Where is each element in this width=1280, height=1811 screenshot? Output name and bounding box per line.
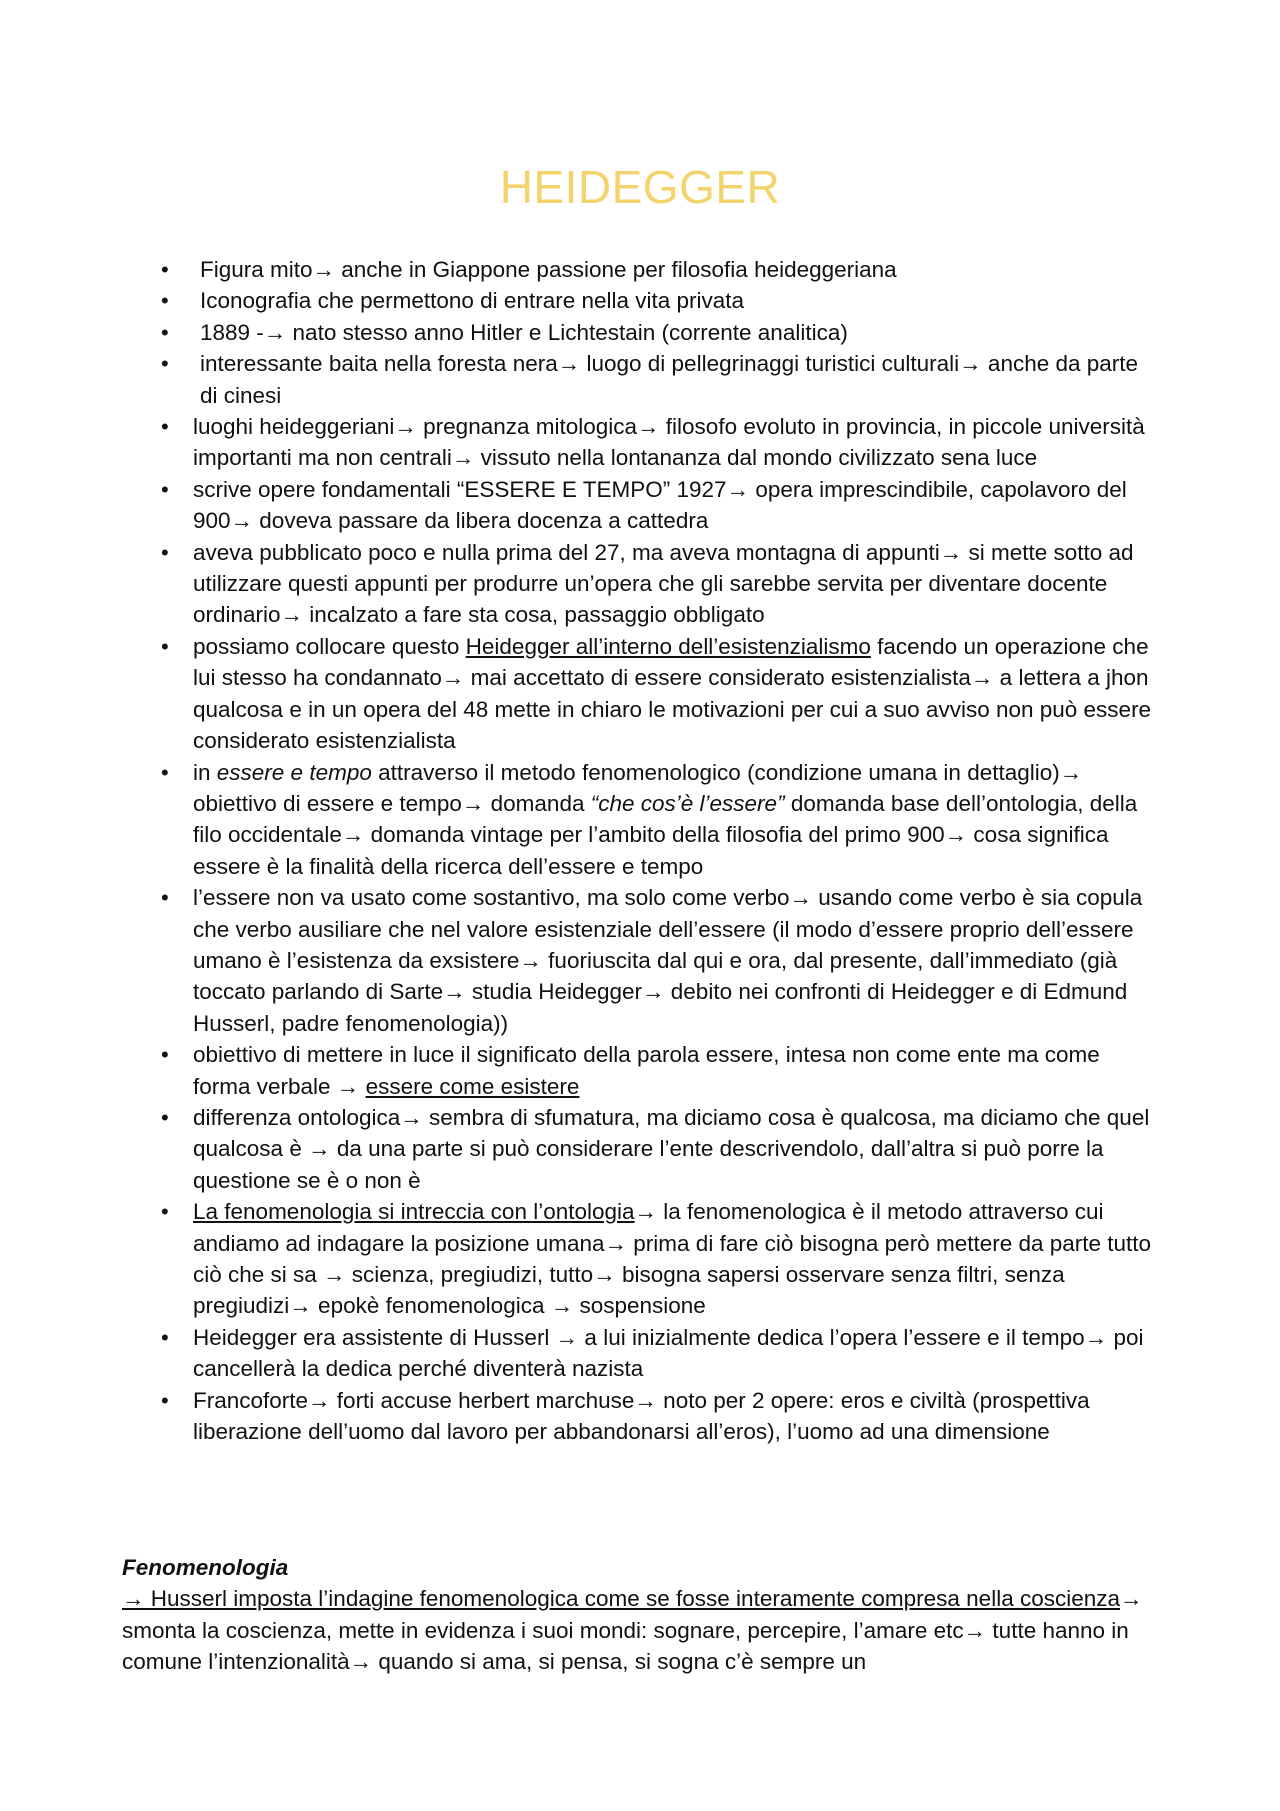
list-item: • Heidegger era assistente di Husserl → a lui inizialmente dedica l’opera l’essere e il tempo→ poi cancellerà la dedica perché diventerà nazista [150,1322,1160,1385]
section-heading: Fenomenologia [122,1555,289,1580]
list-item: • luoghi heideggeriani→ pregnanza mitologica→ filosofo evoluto in provincia, in piccole università importanti ma non centrali→ vissuto nella lontananza dal mondo civilizzato sena luce [150,411,1160,474]
text-run: in [193,759,217,785]
list-item [150,1196,1160,1322]
text-run: → smonta la coscienza, mette in evidenza i suoi mondi: sognare, percepire, l’amare etc→ tutte hanno in comune l’intenzionalità→ quando si ama, si pensa, si sogna c’è sempre un [122,1586,1143,1675]
section-paragraph [122,1583,1162,1677]
list-item [150,757,1160,883]
underlined-text: Heidegger all’interno dell’esistenzialismo [465,633,871,659]
underlined-text: → Husserl imposta l’indagine fenomenologica come se fosse interamente compresa nella coscienza [122,1586,1121,1612]
list-item: • Figura mito→ anche in Giappone passione per filosofia heideggeriana [150,254,1160,285]
text-run: obiettivo di mettere in luce il significato della parola essere, intesa non come ente ma come forma verbale → [193,1042,1100,1099]
underlined-text: essere come esistere [365,1073,580,1099]
underlined-text: La fenomenologia si intreccia con l’ontologia [193,1199,635,1225]
page-title: HEIDEGGER [499,161,781,213]
italic-text: essere e tempo [216,759,372,785]
text-run: attraverso il metodo fenomenologico (condizione umana in dettaglio)→ obiettivo di essere e tempo→ domanda [193,759,1083,816]
text-run: possiamo collocare questo [193,633,466,659]
text-run: domanda base dell’ontologia, della filo occidentale→ domanda vintage per l’ambito della filosofia del primo 900→ cosa significa essere è la finalità della ricerca dell’essere e tempo [193,790,1138,879]
section-fenomenologia [122,1552,1162,1678]
list-item: • scrive opere fondamentali “ESSERE E TEMPO” 1927→ opera imprescindibile, capolavoro del 900→ doveva passare da libera docenza a cattedra [150,474,1160,537]
list-item [150,631,1160,757]
italic-text: “che cos’è l’essere” [590,790,785,816]
list-item [150,1039,1160,1102]
list-item: • 1889 -→ nato stesso anno Hitler e Lichtestain (corrente analitica) [150,317,1160,348]
text-run: facendo un operazione che lui stesso ha condannato→ mai accettato di essere considerato esistenzialista→ a lettera a jhon qualcosa e in un opera del 48 mette in chiaro le motivazioni per cui a suo avviso non può essere considerato esistenzialista [193,633,1152,754]
list-item: • l’essere non va usato come sostantivo, ma solo come verbo→ usando come verbo è sia copula che verbo ausiliare che nel valore esistenziale dell’essere (il modo d’essere proprio dell’essere umano è l’esistenza da exsistere→ fuoriuscita dal qui e ora, dal presente, dall’immediato (già toccato parlando di Sarte→ studia Heidegger→ debito nei confronti di Heidegger e di Edmund Husserl, padre fenomenologia)) [150,882,1160,1039]
text-run: → la fenomenologica è il metodo attraverso cui andiamo ad indagare la posizione umana→ prima di fare ciò bisogna però mettere da parte tutto ciò che si sa → scienza, pregiudizi, tutto→ bisogna sapersi osservare senza filtri, senza pregiudizi→ epokè fenomenologica → sospensione [193,1199,1152,1319]
list-item: • aveva pubblicato poco e nulla prima del 27, ma aveva montagna di appunti→ si mette sotto ad utilizzare questi appunti per produrre un’opera che gli sarebbe servita per diventare docente ordinario→ incalzato a fare sta cosa, passaggio obbligato [150,537,1160,631]
list-item: • interessante baita nella foresta nera→ luogo di pellegrinaggi turistici culturali→ anche da parte di cinesi [150,348,1160,411]
list-item: • Iconografia che permettono di entrare nella vita privata [150,285,1160,316]
list-item: • Francoforte→ forti accuse herbert marchuse→ noto per 2 opere: eros e civiltà (prospettiva liberazione dell’uomo dal lavoro per abbandonarsi all’eros), l’uomo ad una dimensione [150,1385,1160,1448]
list-item: • differenza ontologica→ sembra di sfumatura, ma diciamo cosa è qualcosa, ma diciamo che quel qualcosa è → da una parte si può considerare l’ente descrivendolo, dall’altra si può porre la questione se è o non è [150,1102,1160,1196]
bullet-list [150,254,1160,1447]
